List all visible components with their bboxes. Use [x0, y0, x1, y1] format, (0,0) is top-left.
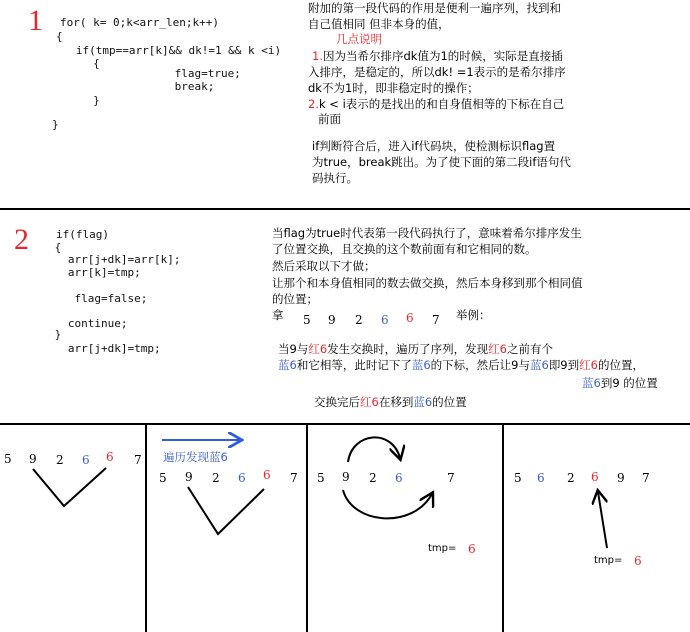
tmp-label: tmp=: [428, 543, 457, 554]
code-line: flag=false;: [48, 292, 148, 305]
sequence-number: 9: [328, 313, 336, 327]
code-line: arr[j+dk]=arr[k];: [48, 253, 181, 266]
if-explanation: 码执行。: [312, 171, 358, 185]
sequence-number: 2: [369, 471, 377, 485]
sequence-number-blue: 6: [82, 453, 90, 467]
blue-six-ref: 蓝6: [411, 358, 431, 372]
sequence-number: 9: [185, 470, 193, 484]
if-explanation: if判断符合后，进入if代码块，使检测标识flag置: [312, 139, 556, 153]
tmp-value: 6: [468, 542, 476, 556]
sequence-number: 7: [134, 453, 142, 467]
sequence-number-blue: 6: [537, 471, 545, 485]
code-line: if(flag): [56, 228, 109, 241]
red-six-ref: 红6: [579, 358, 598, 372]
tmp-value: 6: [634, 554, 642, 568]
blue-six-ref: 蓝6: [413, 395, 433, 409]
sequence-number: 7: [290, 471, 298, 485]
example-text: 的位置: [432, 395, 467, 409]
example-text: 发生交换时，遍历了序列，发现: [327, 342, 489, 356]
example-text: 交换完后: [314, 395, 360, 409]
sequence-number: 2: [355, 313, 363, 327]
blue-six-ref: 蓝6: [529, 358, 549, 372]
code-line: if(tmp==arr[k]&& dk!=1 && k <i): [56, 44, 282, 57]
point-1-text: dk不为1时，即非稳定时的操作；: [308, 81, 479, 95]
blue-six-ref: 蓝6: [582, 376, 601, 390]
swap-arrow-bottom: [343, 490, 432, 518]
intro-text: 自己值相同 但非本身的值，: [308, 17, 450, 31]
sequence-number-blue: 6: [238, 471, 246, 485]
intro-text: 附加的第一段代码的作用是便利一遍序列，找到和: [308, 1, 561, 15]
sequence-number-red: 6: [406, 311, 414, 325]
swap-arrow-top: [348, 437, 400, 462]
tmp-label: tmp=: [594, 555, 623, 566]
if-explanation: 为true，break跳出。为了使下面的第二段if语句代: [312, 155, 571, 169]
take-label: 拿: [272, 308, 284, 322]
sequence-number: 2: [212, 471, 220, 485]
explanation-text: 的位置；: [272, 292, 318, 306]
point-1-text: 因为当希尔排序dk值为1的时候，实际是直接插: [322, 49, 563, 63]
code-line: }: [60, 94, 100, 107]
explanation-text: 然后采取以下才做；: [272, 259, 376, 273]
sequence-number: 9: [29, 452, 37, 466]
swap-v-stroke: [188, 487, 264, 534]
code-line: flag=true;: [62, 67, 241, 80]
example-text: 在移到: [378, 395, 414, 409]
sequence-number: 9: [617, 471, 625, 485]
sequence-number: 2: [567, 471, 575, 485]
example-text: 到9 的位置: [600, 376, 658, 390]
example-text: 即9到: [548, 358, 580, 372]
code-line: {: [60, 57, 100, 70]
example-text: 的下标，然后让9与: [430, 358, 530, 372]
explanation-text: 让那个和本身值相同的数去做交换，然后本身移到那个相同值: [272, 276, 583, 290]
point-2-text: 前面: [318, 112, 341, 126]
red-six-ref: 红6: [308, 342, 328, 356]
example-text: 的位置，: [597, 358, 644, 372]
code-line: arr[j+dk]=tmp;: [48, 342, 161, 355]
explanation-text: 当flag为true时代表第一段代码执行了，意味着希尔排序发生: [272, 226, 582, 240]
explanation-text: 了位置交换，且交换的这个数前面有和它相同的数。: [272, 242, 537, 256]
sequence-number-red: 6: [106, 450, 114, 464]
sequence-number: 5: [4, 452, 12, 466]
notes-heading: 几点说明: [336, 32, 382, 46]
sequence-number: 9: [342, 470, 350, 484]
example-text: 当9与: [278, 342, 309, 356]
sequence-number-blue: 6: [395, 471, 403, 485]
code-line: continue;: [48, 317, 128, 330]
example-text: 之前有个: [506, 342, 553, 356]
point-1-number: 1.: [312, 49, 323, 63]
sequence-number: 7: [642, 471, 650, 485]
code-line: }: [52, 118, 59, 131]
move-up-arrow: [598, 492, 607, 548]
red-six-ref: 红6: [360, 395, 379, 409]
section-number-2: 2: [14, 223, 29, 256]
sequence-number-blue: 6: [381, 313, 389, 327]
code-line: {: [56, 30, 63, 43]
section-number-1: 1: [28, 4, 43, 37]
sequence-number: 7: [447, 471, 455, 485]
code-line: }: [48, 328, 62, 341]
sequence-number: 5: [159, 471, 167, 485]
point-1-text: 入排序，是稳定的，所以dk! =1表示的是希尔排序: [308, 65, 566, 79]
sequence-number: 2: [56, 453, 64, 467]
code-line: arr[k]=tmp;: [48, 266, 141, 279]
red-six-ref: 红6: [488, 342, 507, 356]
blue-six-ref: 蓝6: [278, 358, 297, 372]
panel-caption: 遍历发现蓝6: [163, 450, 228, 464]
code-line: break;: [62, 80, 215, 93]
point-2-text: k < i表示的是找出的和自身值相等的下标在自己: [318, 97, 565, 111]
sequence-number: 5: [514, 471, 522, 485]
sequence-number: 7: [432, 313, 440, 327]
example-label: 举例：: [456, 308, 491, 322]
sequence-number: 5: [303, 313, 311, 327]
code-line: {: [48, 241, 62, 254]
sequence-number: 5: [317, 471, 325, 485]
sequence-number-red: 6: [263, 468, 271, 482]
example-text: 和它相等，此时记下了: [296, 358, 412, 372]
swap-v-stroke: [33, 468, 106, 506]
sequence-number-red: 6: [591, 470, 599, 484]
point-2-number: 2.: [308, 97, 319, 111]
code-line: for( k= 0;k<arr_len;k++): [60, 16, 219, 29]
